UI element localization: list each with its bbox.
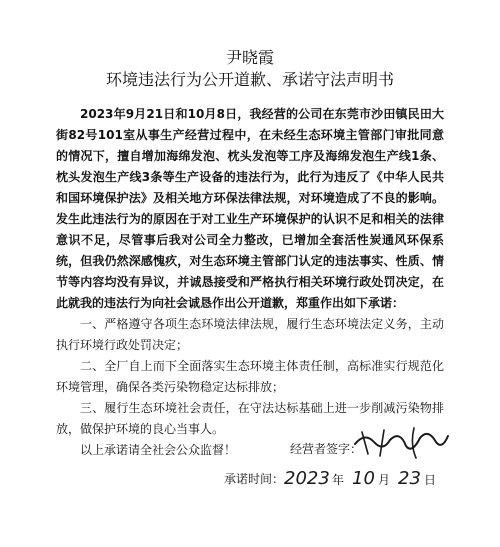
handwritten-date: [282, 462, 442, 492]
handwritten-signature: [350, 424, 450, 460]
document-title: 环境违法行为公开道歉、承诺守法声明书: [105, 70, 394, 89]
paragraph-closing: 以上承诺请全社会公众监督！: [80, 443, 237, 457]
date-year-char: 年: [332, 473, 345, 487]
date-day: 23: [398, 468, 421, 489]
paragraph-commitment-2: 二、全厂自上而下全面落实生态环境主体责任制，高标准实行规范化环境管理，确保各类污染物稳定达标排放；: [56, 359, 444, 394]
date-year: 2023: [284, 468, 330, 489]
paragraph-statement: 2023年9月21日和10月8日，我经营的公司在东莞市沙田镇民田大街82号101室从事生产经营过程中，在未经生态环境主管部门审批同意的情况下，擅自增加海绵发泡、枕头发泡等工序及海绵发泡生产线1条、枕头发泡生产线3条等生产设备的违法行为，此行为违反了《中华人民共和国环境保护法》及相关地方环保法律法规，对环境造成了不良的影响。发生此违法行为的原因在于对工业生产环境保护的认识不足和相关的法律意识不足，尽管事后我对公司全力整改，已增加全套活性炭通风环保系统，但我仍然深感愧疚，对生态环境主管部门认定的违法事实、性质、情节等内容均没有异议，并诚恳接受和严格执行相关环境行政处罚决定，在此就我的违法行为向社会诚恳作出公开道歉，郑重作出如下承诺：: [56, 107, 444, 310]
paragraph-commitment-1: 一、严格遵守各项生态环境法律法规，履行生态环境法定义务，主动执行环境行政处罚决定；: [56, 317, 444, 352]
author-name: 尹晓霞: [225, 48, 274, 67]
signature-label: 经营者签字：: [290, 442, 363, 456]
commitment-date-label: 承诺时间：: [224, 472, 285, 486]
date-month: 10: [352, 468, 375, 489]
date-day-char: 日: [424, 473, 437, 487]
paragraph-commitment-3: 三、履行生态环境社会责任，在守法达标基础上进一步削减污染物排放，做保护环境的良心当事人。: [56, 401, 444, 436]
date-month-char: 月: [378, 473, 391, 487]
